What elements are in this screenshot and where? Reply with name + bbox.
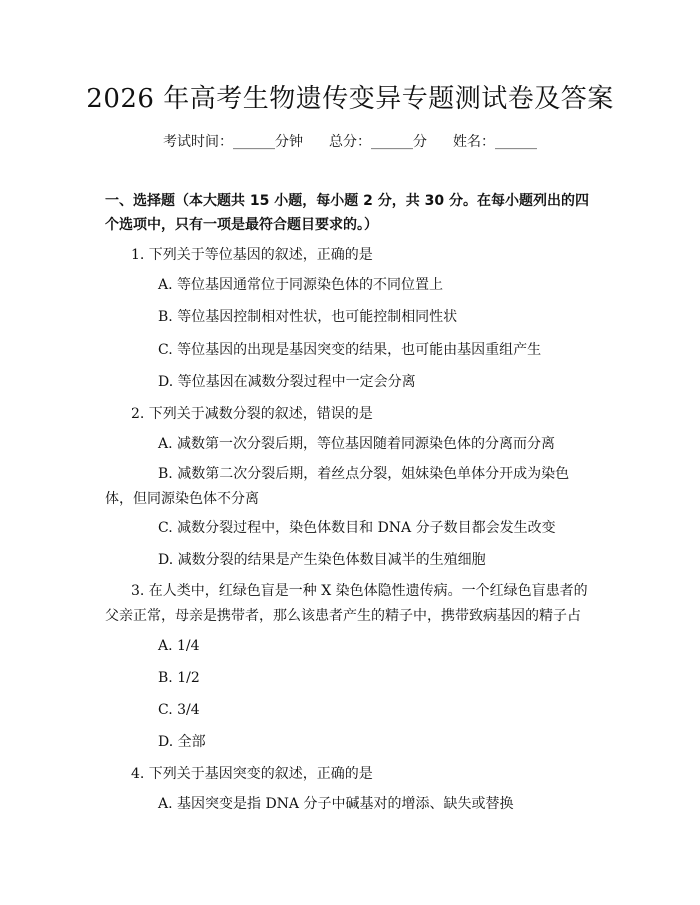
question-option: B. 减数第二次分裂后期，着丝点分裂，姐妹染色单体分开成为染色体，但同源染色体不分离: [105, 466, 570, 507]
question-option: C. 减数分裂过程中，染色体数目和 DNA 分子数目都会发生改变: [158, 520, 556, 536]
question-option: A. 等位基因通常位于同源染色体的不同位置上: [158, 277, 444, 293]
question-option: D. 等位基因在减数分裂过程中一定会分离: [158, 374, 416, 390]
question-stem: 1. 下列关于等位基因的叙述，正确的是: [131, 247, 373, 263]
section-heading: 一、选择题（本大题共 15 小题，每小题 2 分，共 30 分。在每小题列出的四个选项中，只有一项是最符合题目要求的。）: [105, 193, 589, 233]
question-option: B. 等位基因控制相对性状，也可能控制相同性状: [158, 309, 458, 325]
question-option: C. 3/4: [158, 702, 200, 718]
question-option: A. 基因突变是指 DNA 分子中碱基对的增添、缺失或替换: [158, 796, 514, 812]
question-stem: 3. 在人类中，红绿色盲是一种 X 染色体隐性遗传病。一个红绿色盲患者的父亲正常，母亲是携带者，那么该患者产生的精子中，携带致病基因的精子占: [105, 583, 588, 624]
question-stem: 4. 下列关于基因突变的叙述，正确的是: [131, 766, 373, 782]
question-option: A. 1/4: [158, 638, 200, 654]
question-option: A. 减数第一次分裂后期，等位基因随着同源染色体的分离而分离: [158, 436, 556, 452]
question-stem: 2. 下列关于减数分裂的叙述，错误的是: [131, 406, 373, 422]
question-option: B. 1/2: [158, 670, 200, 686]
question-option: D. 全部: [158, 734, 206, 750]
exam-meta: [0, 131, 700, 151]
page-title: 2026 年高考生物遗传变异专题测试卷及答案: [86, 84, 614, 114]
question-option: D. 减数分裂的结果是产生染色体数目减半的生殖细胞: [158, 552, 486, 568]
question-option: C. 等位基因的出现是基因突变的结果，也可能由基因重组产生: [158, 342, 542, 358]
exam-time-field: 考试时间：______分钟: [163, 134, 303, 150]
student-name-field: 姓名：______: [453, 134, 537, 150]
total-score-field: 总分：______分: [329, 134, 427, 150]
